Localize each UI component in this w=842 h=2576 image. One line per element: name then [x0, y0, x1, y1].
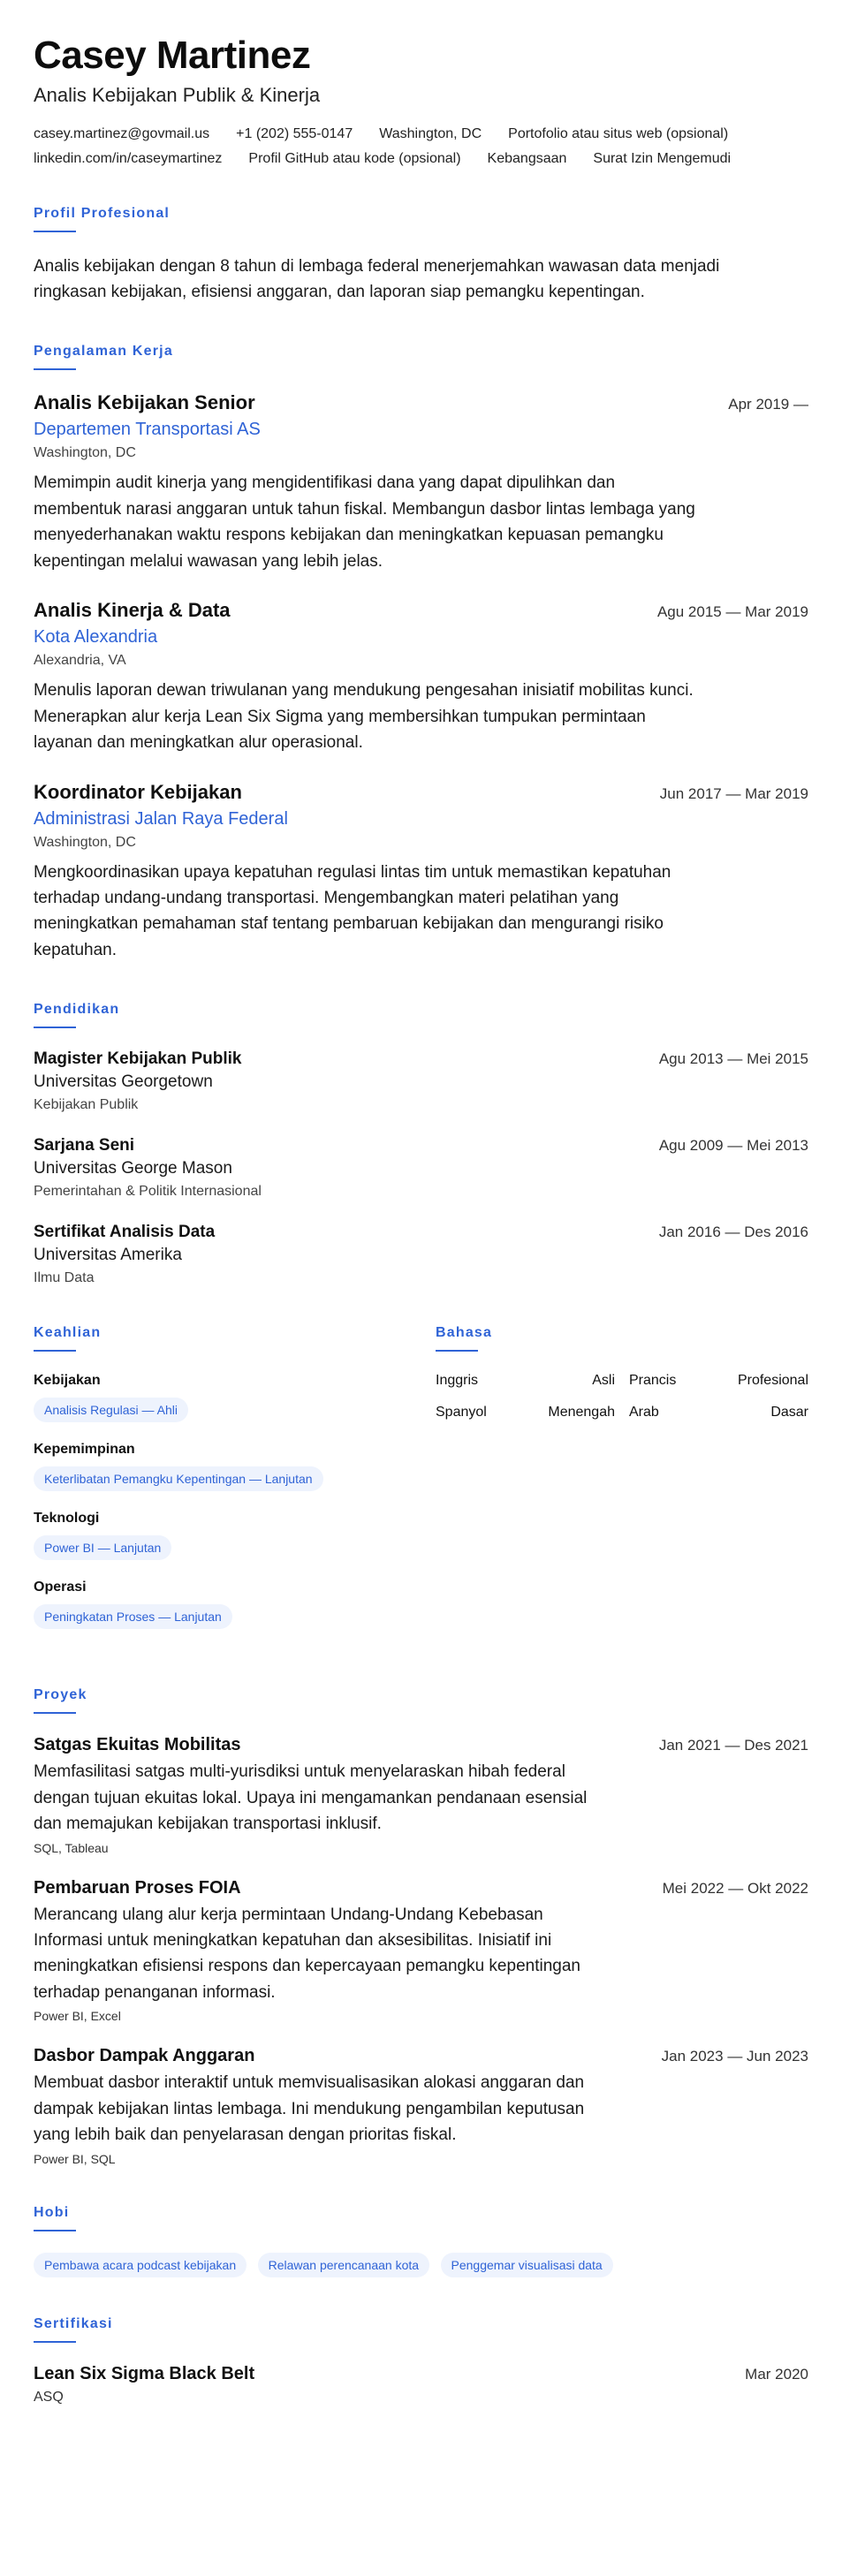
project-title: Satgas Ekuitas Mobilitas: [34, 1735, 241, 1755]
education-degree: Sertifikat Analisis Data: [34, 1223, 216, 1242]
contact-location: Washington, DC: [379, 125, 482, 141]
skill-category: Operasi: [34, 1580, 87, 1595]
education-field: Kebijakan Publik: [34, 1097, 139, 1113]
skill-category: Kepemimpinan: [34, 1442, 135, 1458]
skill-chip: Analisis Regulasi — Ahli: [34, 1398, 188, 1422]
skills-column: [34, 1325, 400, 1648]
candidate-headline: Analis Kebijakan Publik & Kinerja: [34, 83, 321, 106]
hobby-chip: Pembawa acara podcast kebijakan: [34, 2253, 247, 2277]
project-tech: Power BI, SQL: [34, 2151, 116, 2166]
section-divider: [34, 1712, 76, 1714]
project-title: Pembaruan Proses FOIA: [34, 1877, 241, 1898]
job-description: Memimpin audit kinerja yang mengidentifikasi dana yang dapat dipulihkan dan membentuk narasi anggaran untuk tahun fiskal. Membangun dasbor lintas lembaga yang menyederhanakan waktu respons kebijakan dan meningkatkan kepuasan pemangku kepentingan melalui wawasan yang lebih jelas.: [34, 474, 695, 571]
summary-text: Analis kebijakan dengan 8 tahun di lembaga federal menerjemahkan wawasan data menjadi ringkasan kebijakan, efisiensi anggaran, dan laporan siap pemangku kepentingan.: [34, 256, 720, 302]
job-location: Washington, DC: [34, 445, 136, 461]
education-dates: Agu 2009 — Mei 2013: [658, 1137, 808, 1155]
education-dates: Agu 2013 — Mei 2015: [658, 1050, 808, 1068]
contact-github[interactable]: Profil GitHub atau kode (opsional): [248, 150, 461, 166]
education-school: Universitas Georgetown: [34, 1072, 213, 1092]
project-description: Membuat dasbor interaktif untuk memvisualisasikan alokasi anggaran dan dampak kebijakan lintas lembaga. Ini mendukung pengambilan keputusan yang lebih baik dan penyelarasan dengan prioritas fiskal.: [34, 2073, 585, 2145]
language-item: [436, 1405, 615, 1421]
job-company: Kota Alexandria: [34, 627, 158, 648]
certification-date: Mar 2020: [745, 2365, 808, 2383]
contact-email[interactable]: casey.martinez@govmail.us: [34, 125, 210, 141]
section-title: Proyek: [34, 1687, 87, 1703]
section-title: Sertifikasi: [34, 2315, 113, 2331]
project-description: Memfasilitasi satgas multi-yurisdiksi untuk menyelaraskan hibah federal dengan tujuan ekuitas lokal. Upaya ini mengamankan pendanaan esensial dan memajukan kebijakan transportasi inklusif.: [34, 1762, 588, 1834]
contact-nationality: Kebangsaan: [487, 150, 567, 166]
job-company: Administrasi Jalan Raya Federal: [34, 808, 288, 829]
resume-header: [34, 34, 808, 167]
hobby-list: [34, 2253, 808, 2297]
project-dates: Jan 2023 — Jun 2023: [661, 2048, 808, 2065]
education-school: Universitas Amerika: [34, 1246, 182, 1265]
education-item: [34, 1049, 808, 1113]
summary-section: [34, 206, 808, 306]
section-title: Keahlian: [34, 1325, 102, 1341]
job-description: Menulis laporan dewan triwulanan yang mendukung pengesahan inisiatif mobilitas kunci. Menerapkan alur kerja Lean Six Sigma yang membersihkan tumpukan permintaan layanan dan meningkatkan alur operasional.: [34, 681, 694, 753]
section-divider: [436, 1350, 478, 1352]
language-list: [436, 1373, 808, 1421]
language-name: Spanyol: [436, 1405, 487, 1421]
language-item: [629, 1405, 808, 1421]
experience-item: [34, 391, 808, 574]
project-dates: Mei 2022 — Okt 2022: [662, 1879, 808, 1897]
certification-issuer: ASQ: [34, 2389, 64, 2405]
language-name: Inggris: [436, 1373, 479, 1389]
language-name: Prancis: [629, 1373, 677, 1389]
contact-phone[interactable]: +1 (202) 555-0147: [236, 125, 353, 141]
candidate-name: Casey Martinez: [34, 34, 311, 77]
hobbies-section: [34, 2205, 808, 2297]
language-level: Profesional: [737, 1373, 808, 1389]
hobby-chip: Penggemar visualisasi data: [441, 2253, 613, 2277]
skill-category: Teknologi: [34, 1511, 100, 1527]
education-field: Pemerintahan & Politik Internasional: [34, 1184, 262, 1200]
language-item: [629, 1373, 808, 1389]
job-description: Mengkoordinasikan upaya kepatuhan regulasi lintas tim untuk memastikan kepatuhan terhadap undang-undang transportasi. Mengembangkan materi pelatihan yang meningkatkan pemahaman staf tentang pembaruan kebijakan dan mengurangi risiko kepatuhan.: [34, 862, 671, 959]
section-title: Hobi: [34, 2204, 70, 2220]
section-title: Pengalaman Kerja: [34, 344, 173, 360]
job-dates: Jun 2017 — Mar 2019: [659, 784, 808, 802]
project-tech: SQL, Tableau: [34, 1840, 109, 1855]
section-divider: [34, 1350, 76, 1352]
hobby-chip: Relawan perencanaan kota: [258, 2253, 429, 2277]
education-section: [34, 1002, 808, 1286]
education-field: Ilmu Data: [34, 1270, 95, 1286]
section-divider: [34, 231, 76, 232]
education-degree: Magister Kebijakan Publik: [34, 1049, 242, 1069]
contact-list: [34, 126, 808, 167]
education-degree: Sarjana Seni: [34, 1136, 135, 1155]
experience-item: [34, 781, 808, 964]
project-title: Dasbor Dampak Anggaran: [34, 2046, 255, 2066]
job-title: Analis Kinerja & Data: [34, 599, 231, 622]
language-level: Dasar: [770, 1405, 808, 1421]
project-description: Merancang ulang alur kerja permintaan Undang-Undang Kebebasan Informasi untuk meningkatkan kepatuhan dan aksesibilitas. Inisiatif ini meningkatkan efisiensi respons dan kepercayaan pemangku kepentingan terhadap penanganan informasi.: [34, 1905, 580, 2002]
skill-chip: Keterlibatan Pemangku Kepentingan — Lanjutan: [34, 1466, 323, 1491]
section-title: Pendidikan: [34, 1002, 120, 1018]
section-divider: [34, 2341, 76, 2343]
job-title: Analis Kebijakan Senior: [34, 391, 255, 414]
certification-item: [34, 2364, 808, 2406]
section-divider: [34, 368, 76, 370]
skill-chip: Power BI — Lanjutan: [34, 1535, 171, 1560]
project-item: [34, 1878, 808, 2024]
project-item: [34, 1735, 808, 1854]
experience-item: [34, 599, 808, 755]
education-dates: Jan 2016 — Des 2016: [658, 1224, 808, 1241]
project-item: [34, 2046, 808, 2165]
language-level: Menengah: [548, 1405, 615, 1421]
skills-languages-section: [34, 1325, 808, 1648]
projects-section: [34, 1687, 808, 2165]
job-title: Koordinator Kebijakan: [34, 780, 242, 803]
contact-portfolio[interactable]: Portofolio atau situs web (opsional): [508, 125, 729, 141]
project-dates: Jan 2021 — Des 2021: [658, 1737, 808, 1754]
job-location: Washington, DC: [34, 834, 136, 850]
job-dates: Agu 2015 — Mar 2019: [656, 603, 808, 621]
certification-title: Lean Six Sigma Black Belt: [34, 2363, 255, 2383]
language-level: Asli: [592, 1373, 615, 1389]
education-school: Universitas George Mason: [34, 1159, 232, 1178]
section-divider: [34, 2230, 76, 2231]
section-title: Bahasa: [436, 1325, 493, 1341]
project-tech: Power BI, Excel: [34, 2009, 121, 2024]
language-name: Arab: [629, 1405, 659, 1421]
education-item: [34, 1223, 808, 1286]
section-divider: [34, 1027, 76, 1028]
skill-category: Kebijakan: [34, 1373, 101, 1389]
job-location: Alexandria, VA: [34, 653, 126, 669]
experience-section: [34, 344, 808, 963]
skill-chip: Peningkatan Proses — Lanjutan: [34, 1604, 232, 1629]
contact-drivers-license: Surat Izin Mengemudi: [593, 150, 732, 166]
job-dates: Apr 2019 —: [728, 396, 808, 413]
education-item: [34, 1136, 808, 1200]
section-title: Profil Profesional: [34, 205, 171, 221]
certifications-section: [34, 2316, 808, 2406]
languages-column: [436, 1325, 808, 1648]
contact-linkedin[interactable]: linkedin.com/in/caseymartinez: [34, 150, 223, 166]
job-company: Departemen Transportasi AS: [34, 420, 261, 440]
language-item: [436, 1373, 615, 1389]
